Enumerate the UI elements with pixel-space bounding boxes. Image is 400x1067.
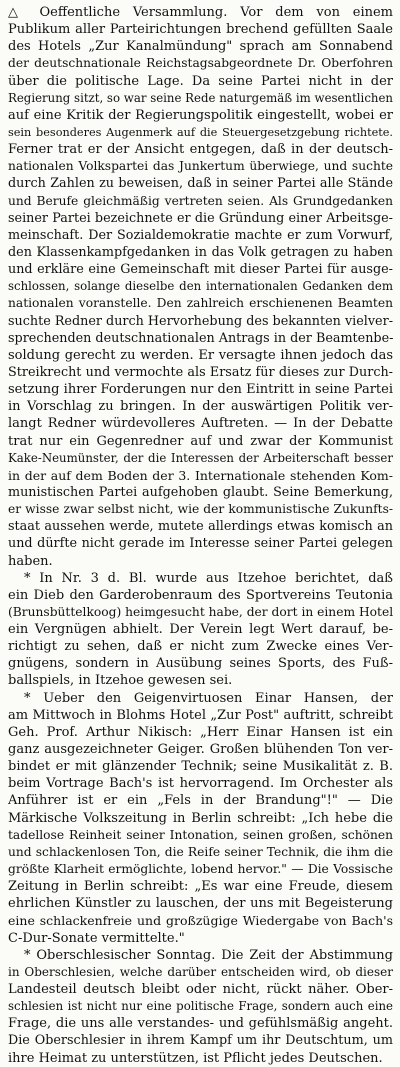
text-line: haben. — [8, 553, 53, 569]
text-line: langt Redner würdevolleres Auftreten. — In der Debatte — [8, 416, 393, 432]
text-line: soldung gerecht zu werden. Er versagte ihnen jedoch das — [8, 347, 393, 363]
text-line: suchte Redner durch Hervorhebung des bekannten vielver- — [8, 313, 393, 329]
text-line: (Brunsbüttelkoog) heimgesucht habe, der dort in einem Hotel — [8, 604, 393, 619]
text-line: beim Vortrage Bach's ist hervorragend. Im Orchester als — [8, 776, 393, 792]
text-line: ganz ausgezeichneter Geiger. Großen blühenden Ton ver- — [8, 742, 393, 758]
text-line: sprechenden deutschnationalen Antrags in der Beamtenbe- — [8, 330, 393, 346]
text-line: in Vorschlag zu bringen. In der auswärtigen Politik ver- — [8, 399, 393, 415]
text-line: ein Dieb den Garderobenraum des Sportvereins Teutonia — [8, 587, 393, 603]
text-line: Publikum aller Parteirichtungen brechend gefüllten Saale — [8, 22, 393, 38]
text-line: munistischen Partei aufgehoben glaubt. Seine Bemerkung, — [8, 484, 393, 500]
text-line: über die politische Lage. Da seine Partei nicht in der — [8, 73, 393, 89]
text-line: nationalen Volkspartei das Junkertum überwiege, und suchte — [8, 159, 393, 174]
text-line: setzung ihrer Forderungen nur den Eintritt in seine Partei — [8, 382, 393, 398]
text-line: bindet er mit glänzender Technik; seine Musikalität z. B. — [8, 759, 393, 775]
text-line: richtigt zu sehen, daß er nicht zum Zwecke eines Ver- — [8, 639, 393, 655]
text-line: Landesteil deutsch bleibt oder nicht, rückt näher. Ober- — [8, 982, 393, 998]
text-line: er wisse zwar selbst nicht, wie der kommunistische Zukunfts- — [8, 502, 393, 517]
text-line: Ferner trat er der Ansicht entgegen, daß in der deutsch- — [8, 142, 393, 158]
text-line: ballspiels, in Itzehoe gewesen sei. — [8, 673, 233, 689]
text-line: nationalen voranstelle. Den zahlreich erschienenen Beamten — [8, 296, 393, 311]
text-line: gnügens, sondern in Ausübung seines Sports, des Fuß- — [8, 656, 393, 672]
text-line: schlesien ist nicht nur eine politische Frage, sondern auch eine — [8, 999, 393, 1014]
text-line: Zeitung in Berlin schreibt: „Es war eine Freude, diesem — [8, 879, 393, 895]
text-line: des Hotels „Zur Kanalmündung" sprach am Sonnabend — [8, 39, 393, 55]
text-line: Märkische Volkszeitung in Berlin schreibt: „Ich hebe die — [8, 810, 393, 826]
text-line: durch Zahlen zu beweisen, daß in seiner Partei alle Stände — [8, 176, 393, 192]
text-line: und dürfte nicht gerade im Interesse seiner Partei gelegen — [8, 536, 393, 552]
text-line: meinschaft. Der Sozialdemokratie machte er zum Vorwurf, — [8, 227, 393, 243]
text-line: Frage, die uns alle verstandes- und gefühlsmäßig angeht. — [8, 1016, 393, 1032]
text-line: auf eine Kritik der Regierungspolitik eingestellt, wobei er — [8, 107, 393, 123]
text-line: sein besonderes Augenmerk auf die Steuergesetzgebung richtete. — [8, 125, 393, 139]
text-line: C-Dur-Sonate vermittelte." — [8, 930, 185, 946]
text-line: Regierung sitzt, so war seine Rede naturgemäß im wesentlichen — [8, 90, 393, 105]
text-line: und erkläre eine Gemeinschaft mit dieser Partei für ausge- — [8, 262, 393, 278]
text-line: * Ueber den Geigenvirtuosen Einar Hansen, der — [24, 690, 393, 706]
text-line: am Mittwoch in Blohms Hotel „Zur Post" auftritt, schreibt — [8, 707, 393, 723]
text-line: ehrlichen Künstler zu lauschen, der uns mit Begeisterung — [8, 896, 393, 912]
text-line: Anführer ist er ein „Fels in der Brandung"!" — Die — [8, 793, 393, 809]
text-line: staat aussehen werde, mutete allerdings etwas komisch an — [8, 519, 393, 535]
text-line: trat nur ein Gegenredner auf und zwar der Kommunist — [8, 433, 393, 449]
text-line: * Oberschlesischer Sonntag. Die Zeit der Abstimmung — [24, 947, 393, 963]
text-line: Kake-Neumünster, der die Interessen der Arbeiterschaft besser — [8, 450, 393, 465]
text-line: ein Vergnügen abhielt. Der Verein legt Wert darauf, be- — [8, 622, 393, 638]
text-line: und schlackenlosen Ton, die Reife seiner Technik, die ihm die — [8, 844, 393, 859]
text-line: den Klassenkampfgedanken in das Volk getragen zu haben — [8, 244, 393, 260]
text-line: Streikrecht und vermochte als Ersatz für dieses zur Durch- — [8, 364, 393, 380]
text-line: in Oberschlesien, welche darüber entscheiden wird, ob dieser — [8, 964, 393, 979]
text-line: tadellose Reinheit seiner Intonation, seinen großen, schönen — [8, 827, 393, 842]
text-line: Die Oberschlesier in ihrem Kampf um ihr Deutschtum, um — [8, 1033, 393, 1049]
text-line: eine schlackenfreie und großzügige Wiedergabe von Bach's — [8, 913, 393, 929]
text-line: schlossen, solange dieselbe den internationalen Gedanken dem — [8, 279, 393, 294]
text-line: der deutschnationale Reichstagsabgeordnete Dr. Oberfohren — [8, 56, 393, 71]
text-line: seiner Partei bezeichnete er die Gründung einer Arbeitsge- — [8, 210, 393, 226]
text-line: Geh. Prof. Arthur Nikisch: „Herr Einar Hansen ist ein — [8, 724, 393, 740]
text-line: und Berufe gleichmäßig vertreten seien. Als Grundgedanken — [8, 193, 393, 208]
text-line: größte Klarheit ermöglichte, lobend hervor." — Die Vossische — [8, 862, 393, 877]
text-line: * In Nr. 3 d. Bl. wurde aus Itzehoe berichtet, daß — [24, 570, 393, 586]
article-text-column — [8, 4, 393, 1067]
text-line: in der auf dem Boden der 3. Internationale stehenden Kom- — [8, 467, 393, 483]
text-line: △ Oeffentliche Versammlung. Vor dem von einem — [8, 5, 393, 20]
text-line: ihre Heimat zu unterstützen, ist Pflicht jedes Deutschen. — [8, 1050, 383, 1066]
